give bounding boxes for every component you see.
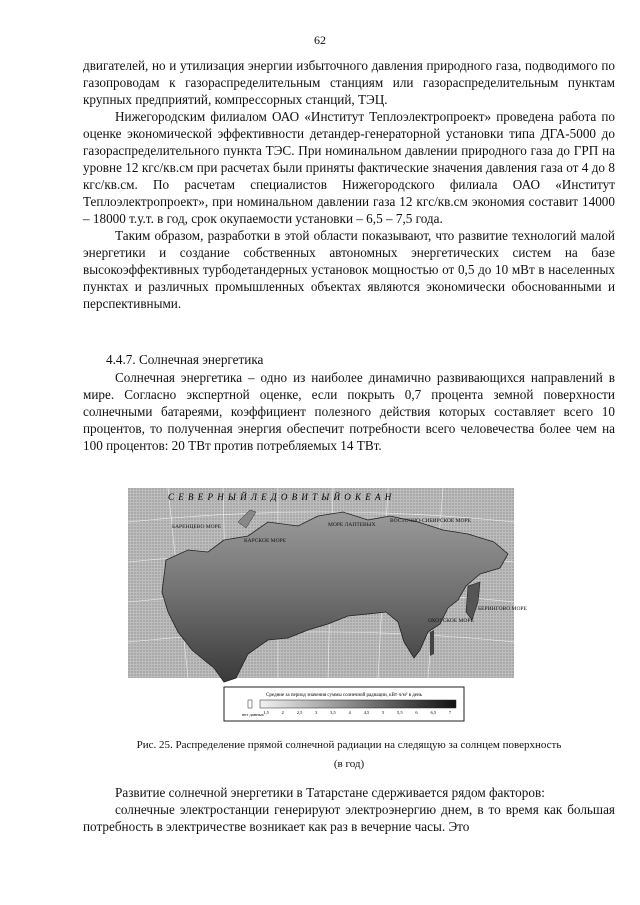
text-block-bottom [83,784,615,835]
legend-tick-label: 5,5 [396,710,403,715]
legend-tick-label: 2 [281,710,284,715]
legend-tick-label: 4,5 [363,710,370,715]
legend-tick-label: 5 [381,710,385,715]
paragraph-solar: Солнечная энергетика – одно из наиболее динамично развивающихся направлений в мире. Согласно экспертной оценке, если покрыть 0,7 процента земной поверхности солнечными батареями, коэффициент полезного действия которых составляет всего 10 процентов, то полученная энергия обеспечит потребности всего человечества более чем на 100 процентов: 20 ТВт против потребляемых 14 ТВт. [83,370,615,453]
figure-caption-line1: Рис. 25. Распределение прямой солнечной радиации на следящую за солнцем поверхность [136,739,562,751]
sea-label-okhotsk: ОХОТСКОЕ МОРЕ [428,618,474,624]
legend-tick-label: 6,5 [430,710,437,715]
legend-tick-label: 4 [348,710,351,715]
legend-tick-label: 2,5 [296,710,303,715]
sea-label-kara: КАРСКОЕ МОРЕ [244,538,286,544]
sea-label-bering: БЕРИНГОВО МОРЕ [478,606,527,612]
map-svg [128,482,527,726]
ocean-title-label: С Е В Е Р Н Ы Й Л Е Д О В И Т Ы Й О К Е А Н [168,492,393,502]
section-heading: 4.4.7. Солнечная энергетика [106,352,264,367]
legend-tick-label: 1,5 [263,710,269,715]
paragraph-stations: солнечные электростанции генерируют электроэнергию днем, в то время как большая потребность в электричестве возникает как раз в вечерние часы. Это [83,802,615,834]
paragraph-nizhny: Нижегородским филиалом ОАО «Институт Теплоэлектропроект» проведена работа по оценке экономической эффективности детандер-генераторной установки типа ДГА-5000 до газораспределительного пункта ТЭС. При номинальном давлении природного газа до ГРП на уровне 12 кгс/кв.см при расчетах были приняты фактические значения давления газа от 4 до 8 кгс/кв.см. По расчетам специалистов Нижегородского филиала ОАО «Институт Теплоэлектропроект», при номинальном давлении газа 12 кгс/кв.см экономия составит 14000 – 18000 т.у.т. в год, срок окупаемости установки – 6,5 – 7,5 года. [83,109,615,226]
sea-label-laptev: МОРЕ ЛАПТЕВЫХ [328,522,376,528]
figure-caption-line2: (в год) [333,758,365,770]
legend-tick-label: 3 [315,710,318,715]
legend-tick-label: 3,5 [330,710,336,715]
sea-label-barents: БАРЕНЦЕВО МОРЕ [172,524,222,530]
map-legend [224,687,464,721]
legend-tick-label: 6 [415,710,418,715]
legend-title: Средние за период значения суммы солнечной радиации, кВт·ч/м² в день [266,693,422,698]
paragraph-continuation: двигателей, но и утилизация энергии избыточного давления природного газа, подводимого по газопроводам к газораспределительным станциям или газораспределительным пунктам крупных предприятий, компрессорных станций, ТЭЦ. [83,58,615,107]
solar-radiation-map [128,482,527,726]
legend-no-data: нет данных [242,712,264,717]
sakhalin-landmass [430,630,434,656]
sea-label-east-siberian: ВОСТОЧНО-СИБИРСКОЕ МОРЕ [390,518,471,524]
legend-tick-label: 7 [448,710,452,715]
text-block-top [83,57,615,312]
paragraph-factors: Развитие солнечной энергетики в Татарстане сдерживается рядом факторов: [115,785,545,800]
legend-scale-bar [260,700,456,708]
text-block-solar [83,369,615,454]
page-number: 62 [314,33,326,47]
paragraph-conclusion: Таким образом, разработки в этой области показывают, что развитие технологий малой энергетики и создание собственных автономных энергетических систем на базе высокоэффективных турбодетандерных установок мощностью от 0,5 до 10 мВт в населенных пунктах и различных промышленных объектах являются экономически обоснованными и перспективными. [83,228,615,311]
